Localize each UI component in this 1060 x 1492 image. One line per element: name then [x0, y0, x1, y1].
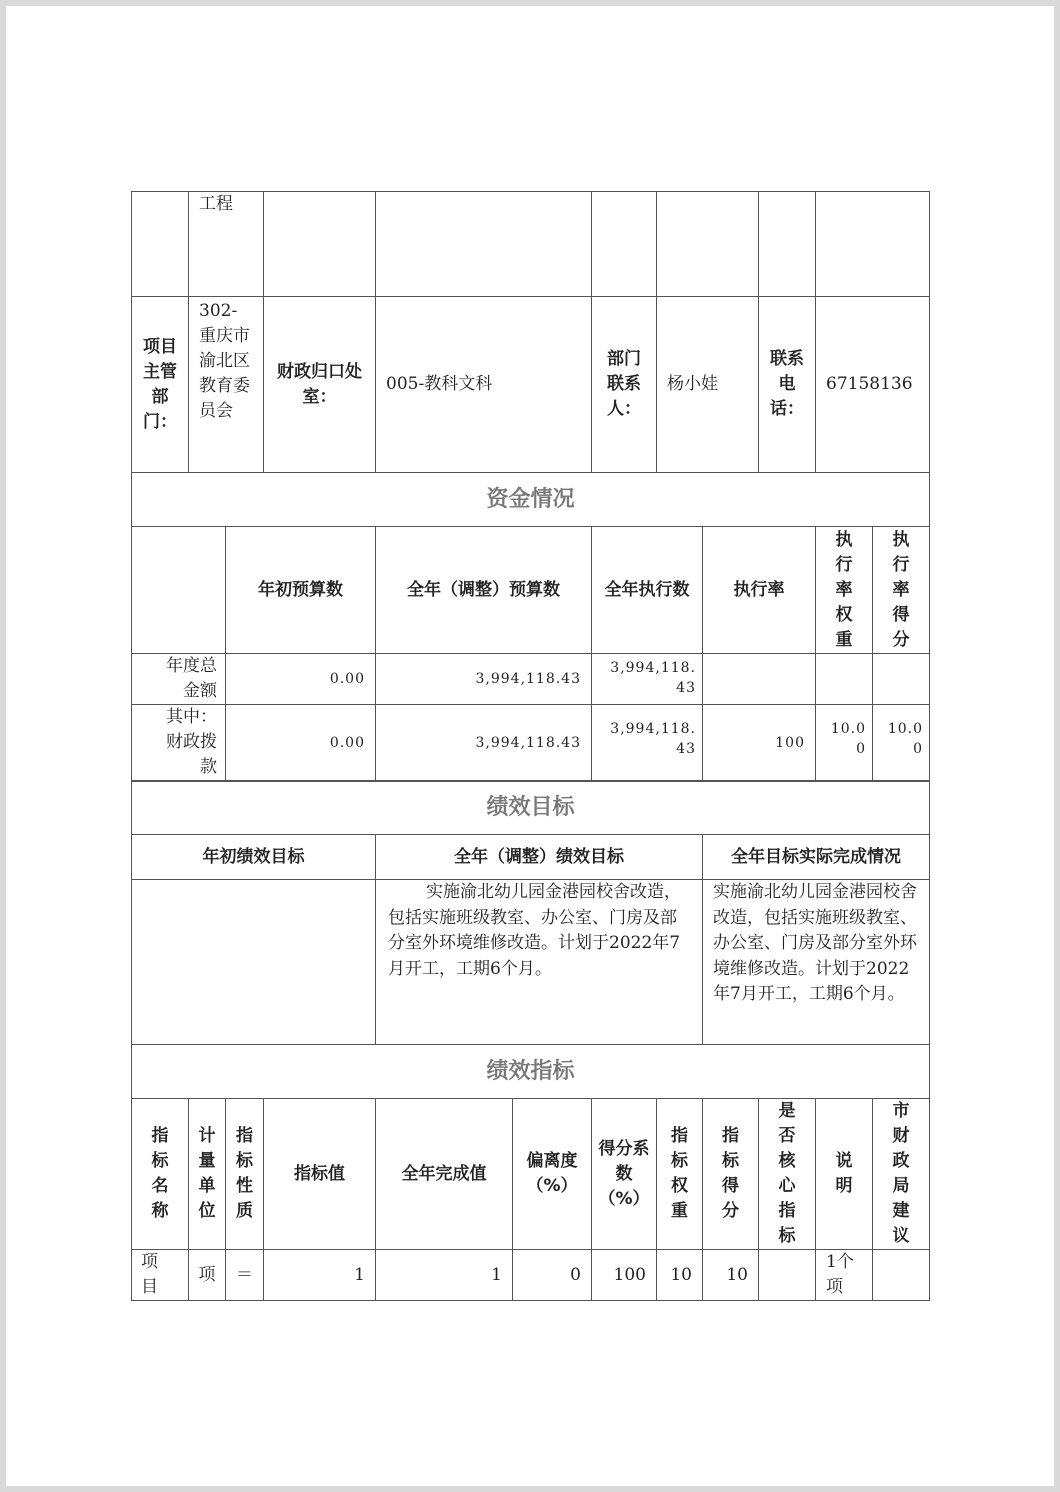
ind-row1-weight [656, 1249, 703, 1301]
ind-header-coefficient-text: 得分系数（%） [598, 1138, 650, 1209]
ind-header-name-text: 指标名称 [151, 1126, 169, 1221]
ind-row1-coefficient [591, 1249, 657, 1301]
top-row-fragment-text: 工程 [199, 194, 233, 214]
contact-value [656, 296, 759, 473]
funds-row1-rate [702, 653, 816, 705]
funds-row1-score [872, 653, 930, 705]
goals-header-adjusted [375, 834, 703, 880]
funds-header-initial-text: 年初预算数 [258, 579, 343, 600]
top-row-cell-8 [815, 191, 930, 297]
ind-header-deviation [512, 1098, 592, 1250]
finance-value [375, 296, 592, 473]
funds-row1-label-text: 年度总金额 [166, 656, 217, 701]
ind-row1-note-text: 1个项 [826, 1252, 854, 1297]
dept-value-text: 302-重庆市渝北区教育委员会 [199, 301, 250, 421]
ind-row1-unit-text: 项 [198, 1264, 216, 1285]
funds-header-weight-text: 执行率权重 [835, 529, 853, 650]
funds-row2-score-text: 10.00 [887, 721, 923, 757]
ind-row1-completed [375, 1249, 513, 1301]
funds-row1-initial [225, 653, 376, 705]
funds-row2-initial-text: 0.00 [329, 734, 365, 751]
contact-label [591, 296, 657, 473]
dept-label [131, 296, 189, 473]
ind-header-completed-text: 全年完成值 [401, 1163, 487, 1184]
ind-row1-score [702, 1249, 759, 1301]
top-row-cell-1 [131, 191, 189, 297]
top-row-fragment [188, 191, 264, 297]
funds-header-blank [131, 526, 226, 654]
ind-header-unit-text: 计量单位 [198, 1126, 216, 1221]
ind-header-suggestion [872, 1098, 930, 1250]
contact-value-text: 杨小娃 [667, 374, 718, 394]
ind-row1-unit [188, 1249, 226, 1301]
dept-label-text: 项目主管部门： [143, 336, 177, 432]
finance-label [263, 296, 376, 473]
goals-actual-cell [702, 879, 930, 1045]
funds-header-adjusted [375, 526, 592, 654]
ind-header-suggestion-text: 市财政局建议 [892, 1101, 910, 1246]
funds-row2-rate [702, 704, 816, 782]
funds-row2-adjusted-text: 3,994,118.43 [475, 734, 581, 751]
ind-header-name [131, 1098, 189, 1250]
ind-header-score-text: 指标得分 [722, 1126, 739, 1221]
funds-row2-adjusted [375, 704, 592, 782]
funds-row2-weight-text: 10.00 [830, 721, 866, 757]
ind-row1-suggestion [872, 1249, 930, 1301]
funds-header-initial [225, 526, 376, 654]
top-row-cell-7 [758, 191, 816, 297]
ind-row1-weight-text: 10 [670, 1264, 692, 1285]
ind-row1-nature-text: ＝ [236, 1264, 253, 1285]
funds-row1-adjusted-text: 3,994,118.43 [475, 670, 581, 687]
ind-row1-name-text: 项目 [141, 1252, 158, 1297]
funds-header-score-text: 执行率得分 [892, 529, 910, 650]
phone-value [815, 296, 930, 473]
funds-header-score [872, 526, 930, 654]
funds-header-weight [815, 526, 873, 654]
ind-header-unit [188, 1098, 226, 1250]
goals-adjusted-text: 实施渝北幼儿园金港园校舍改造，包括实施班级教室、办公室、门房及部分室外环境维修改造。计划于2022年7月开工，工期6个月。 [388, 882, 681, 979]
ind-header-weight [656, 1098, 703, 1250]
ind-header-score [702, 1098, 759, 1250]
ind-row1-value-text: 1 [354, 1264, 365, 1285]
goals-section-title [131, 780, 930, 835]
ind-row1-note [815, 1249, 873, 1301]
funds-title-text: 资金情况 [486, 487, 575, 512]
indicators-section-title [131, 1044, 930, 1099]
goals-header-actual-text: 全年目标实际完成情况 [731, 846, 901, 867]
ind-header-nature-text: 指标性质 [236, 1126, 253, 1221]
phone-value-text: 67158136 [826, 374, 913, 394]
ind-header-core-text: 是否核心指标 [778, 1101, 796, 1246]
funds-row1-adjusted [375, 653, 592, 705]
funds-header-executed-text: 全年执行数 [604, 579, 690, 600]
ind-header-completed [375, 1098, 513, 1250]
funds-row2-score [872, 704, 930, 782]
goals-title-text: 绩效目标 [486, 795, 575, 820]
ind-row1-core [758, 1249, 816, 1301]
ind-row1-completed-text: 1 [491, 1264, 502, 1285]
ind-header-value-text: 指标值 [294, 1163, 345, 1184]
contact-label-text: 部门联系人： [607, 349, 641, 419]
phone-label [758, 296, 816, 473]
goals-header-initial [131, 834, 376, 880]
funds-row2-weight [815, 704, 873, 782]
top-row-cell-3 [263, 191, 376, 297]
funds-row1-initial-text: 0.00 [329, 670, 365, 687]
indicators-title-text: 绩效指标 [486, 1059, 575, 1084]
ind-row1-deviation [512, 1249, 592, 1301]
funds-row1-executed [591, 653, 703, 705]
funds-header-adjusted-text: 全年（调整）预算数 [407, 579, 560, 600]
ind-row1-value [263, 1249, 376, 1301]
goals-actual-text: 实施渝北幼儿园金港园校舍改造，包括实施班级教室、办公室、门房及部分室外环境维修改造。计划于2022年7月开工，工期6个月。 [713, 882, 917, 1004]
ind-header-nature [225, 1098, 264, 1250]
funds-row2-executed-text: 3,994,118.43 [610, 721, 696, 757]
funds-row2-label [131, 704, 226, 782]
funds-row2-initial [225, 704, 376, 782]
funds-header-executed [591, 526, 703, 654]
dept-value [188, 296, 264, 473]
ind-header-note [815, 1098, 873, 1250]
ind-header-value [263, 1098, 376, 1250]
goals-adjusted-cell [375, 879, 703, 1045]
funds-row1-weight [815, 653, 873, 705]
top-row-cell-4 [375, 191, 592, 297]
ind-row1-score-text: 10 [726, 1264, 748, 1285]
ind-row1-nature [225, 1249, 264, 1301]
funds-row2-label-text: 其中：财政拨款 [166, 707, 217, 777]
goals-header-initial-text: 年初绩效目标 [202, 846, 305, 867]
ind-header-coefficient [591, 1098, 657, 1250]
ind-header-core [758, 1098, 816, 1250]
finance-value-text: 005-教科文科 [386, 374, 493, 394]
document-page [6, 6, 1054, 1486]
goals-header-actual [702, 834, 930, 880]
funds-header-rate-text: 执行率 [733, 579, 785, 600]
ind-row1-deviation-text: 0 [570, 1264, 581, 1285]
ind-row1-name [131, 1249, 189, 1301]
ind-header-weight-text: 指标权重 [671, 1126, 688, 1221]
finance-label-text: 财政归口处室： [277, 361, 362, 407]
funds-row2-executed [591, 704, 703, 782]
funds-row1-executed-text: 3,994,118.43 [610, 660, 696, 696]
ind-header-note-text: 说明 [835, 1151, 853, 1196]
funds-section-title [131, 472, 930, 527]
top-row-cell-6 [656, 191, 759, 297]
ind-row1-coefficient-text: 100 [613, 1264, 646, 1285]
goals-initial-cell [131, 879, 376, 1045]
goals-header-adjusted-text: 全年（调整）绩效目标 [454, 846, 624, 867]
phone-label-text: 联系电话： [770, 349, 804, 419]
funds-row1-label [131, 653, 226, 705]
top-row-cell-5 [591, 191, 657, 297]
funds-header-rate [702, 526, 816, 654]
funds-row2-rate-text: 100 [775, 734, 805, 751]
ind-header-deviation-text: 偏离度（%） [526, 1151, 578, 1196]
